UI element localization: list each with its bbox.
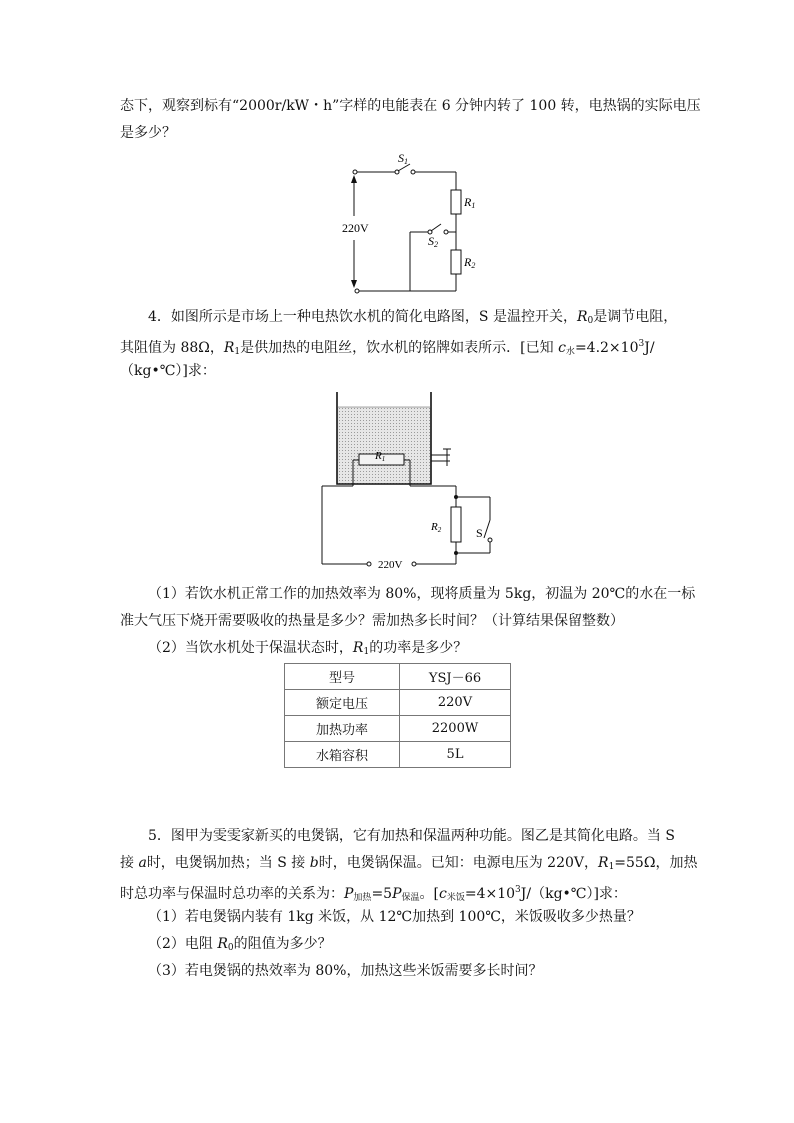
table-row [285, 716, 511, 742]
problem4-line-3: （kg•℃）]求： [120, 363, 216, 379]
s1-label: S1 [398, 151, 408, 166]
table-cell: 额定电压 [285, 690, 400, 716]
problem4-line-1: 4．如图所示是市场上一种电热饮水机的简化电路图，S 是温控开关，$R_0$是调节电阻， [148, 309, 678, 326]
switch-s-blade [484, 520, 490, 538]
r2-resistor [451, 250, 461, 274]
r1-label: R1 [464, 195, 476, 210]
voltage-label-2: 220V [378, 559, 403, 571]
problem5-q1: （1）若电煲锅内装有 1kg 米饭，从 12℃加热到 100℃，米饭吸收多少热量？ [148, 909, 641, 925]
switch-s-label: S [476, 526, 483, 540]
water-dispenser-diagram [310, 385, 510, 575]
r2-resistor-dispenser [451, 507, 461, 542]
spec-table [284, 663, 511, 768]
s2-blade [431, 224, 441, 231]
s1-contact-right [411, 170, 415, 174]
table-cell: 2200W [400, 716, 511, 742]
table-cell: 5L [400, 742, 511, 768]
table-cell: 220V [400, 690, 511, 716]
problem5-line-3: 时总功率与保温时总功率的关系为：$P_{加热}=5P_{保温}$。$[c_{米饭}=4\times 10^3J/(kg•℃)]$求： [120, 885, 627, 903]
r1-resistor [451, 190, 461, 214]
switch-s-contact [488, 538, 492, 542]
problem4-q1-line-2: 准大气压下烧开需要吸收的热量是多少？需加热多长时间？（计算结果保留整数） [120, 613, 624, 629]
table-row [285, 690, 511, 716]
terminal-right [412, 562, 416, 566]
heater-r1-label: R1 [375, 450, 386, 463]
problem5-line-1: 5．图甲为雯雯家新买的电煲锅，它有加热和保温两种功能。图乙是其简化电路。当 S [148, 828, 675, 844]
water-fill [337, 407, 431, 484]
table-row [285, 742, 511, 768]
problem5-q2: （2）电阻 $R_0$的阻值为多少？ [148, 936, 332, 953]
terminal-left [367, 562, 371, 566]
table-cell: 加热功率 [285, 716, 400, 742]
s2-label: S2 [428, 234, 438, 249]
problem5-line-2: 接 a时，电煲锅加热；当 S 接 b时，电煲锅保温。已知：电源电压为 220V，$R_1=55\Omega$，加热 [120, 855, 698, 872]
table-cell: YSJ－66 [400, 664, 511, 690]
table-row [285, 664, 511, 690]
table-cell: 型号 [285, 664, 400, 690]
problem5-q3: （3）若电煲锅的热效率为 80%，加热这些米饭需要多长时间？ [148, 963, 543, 979]
terminal-bottom [355, 289, 359, 293]
voltage-label-1: 220V [342, 221, 369, 235]
table-cell: 水箱容积 [285, 742, 400, 768]
problem4-line-2: 其阻值为 88Ω，$R_1$是供加热的电阻丝，饮水机的铭牌如表所示．[已知 $c_水=4.2\times 10^3J/$ [120, 339, 655, 357]
problem4-q2: （2）当饮水机处于保温状态时，$R_1$的功率是多少？ [148, 640, 468, 657]
r2-label-dispenser: R2 [431, 521, 442, 534]
prev-problem-line-2: 是多少？ [120, 125, 176, 141]
r2-label: R2 [464, 255, 476, 270]
terminal-top [353, 170, 357, 174]
problem4-q1-line-1: （1）若饮水机正常工作的加热效率为 80%，现将质量为 5kg，初温为 20℃的水在一标 [148, 586, 696, 602]
s2-contact-right [444, 230, 448, 234]
circuit-diagram-1 [330, 150, 490, 300]
prev-problem-line-1: 态下，观察到标有“2000r/kW・h”字样的电能表在 6 分钟内转了 100 转，电热锅的实际电压 [120, 98, 701, 114]
